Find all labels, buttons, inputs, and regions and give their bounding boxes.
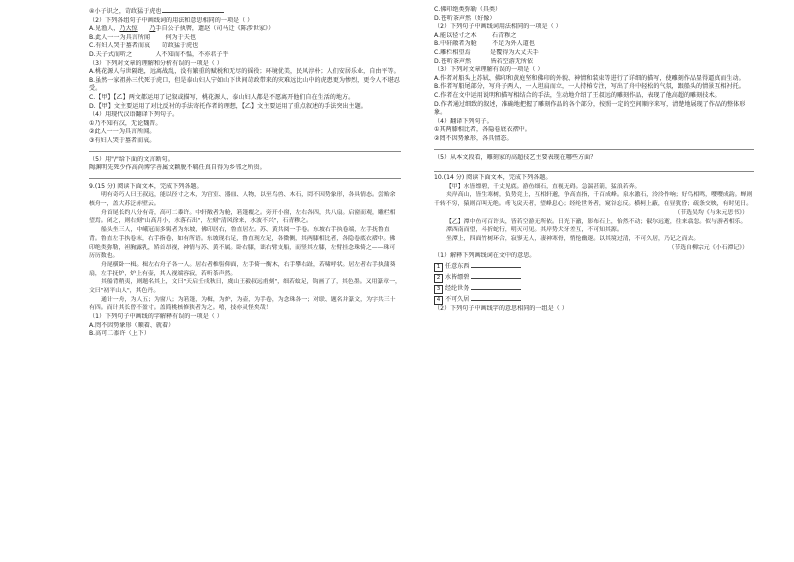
q10-intro: 10.(14 分) 阅读下面文本，完成下列各题。 <box>434 174 552 182</box>
q10-2-stem: （2）下列句子中画线字的意思相同的一组是（ ） <box>434 304 568 312</box>
q9-1-stem: （1）下列句子中画线的字解释有误的一项是（ ） <box>89 313 223 321</box>
q10-passage <box>434 183 754 253</box>
q4-stem: （4）用现代汉语翻译下列句子。 <box>89 111 179 119</box>
q4-item1: ①乃不知有汉，无论魏晋。 <box>89 119 162 127</box>
q9-5-stem: （5）从本文段看，雕刻家的高超技艺主要表现在哪些方面？ <box>434 153 597 161</box>
answer-blank[interactable] <box>471 272 521 279</box>
passage-paragraph: 【甲】水皆缥碧，千丈见底。游鱼细石，直视无碍。急湍甚箭，猛浪若奔。 <box>446 183 641 190</box>
q5-stem: （5）用"/"给下面的文言断句。 <box>89 155 174 163</box>
q2-option-d[interactable]: D.夫子式而听之 人不知而不愠，不亦君子乎 <box>89 50 229 58</box>
number-box: 2 <box>434 274 443 283</box>
right-column <box>434 6 754 314</box>
divider <box>89 151 401 152</box>
q10-1-item2: 2 水皆缥碧 <box>434 272 754 283</box>
q1-item4: ④小子识之，苛政猛于虎也 <box>89 6 401 17</box>
answer-blank[interactable] <box>471 294 521 301</box>
answer-blank[interactable] <box>471 283 521 290</box>
passage-paragraph: 船头坐三人，中峨冠而多髯者为东坡，佛印居右，鲁直居左。苏、黄共阅一手卷。东坡右手执卷端，左手抚鲁直背。鲁直左手执卷末，右手指卷，如有所语。东坡现右足，鲁直现左足，各微侧，其两膝相比者，各隐卷底衣褶中。佛印绝类弥勒，袒胸露乳，矫首昂视，神情与苏、黄不属。卧右膝，诎右臂支船，而竖其左膝，左臂挂念珠倚之——珠可历历数也。 <box>89 227 396 260</box>
q9-1-option-b[interactable]: B.高可二黍许（上下） <box>89 330 150 338</box>
q10-1-item1: 1 任意东西 <box>434 261 754 272</box>
passage-source: （节选自柳宗元《小石潭记》） <box>668 244 748 251</box>
q9-passage <box>89 191 401 313</box>
q9-1-option-d[interactable]: D.苍听茶声然（好像） <box>434 14 496 22</box>
divider <box>89 178 401 179</box>
q2-option-c[interactable]: C.有妇人哭于墓者而哀 苛政猛于虎也 <box>89 42 199 50</box>
q9-2-option-a[interactable]: A.能以径寸之木 石青糁之 <box>434 31 517 39</box>
answer-line[interactable] <box>434 164 754 172</box>
answer-blank[interactable] <box>162 6 224 13</box>
number-box: 4 <box>434 296 443 305</box>
q9-2-option-c[interactable]: C.雕栏相望焉 是覆得为大丈夫手 <box>434 48 539 56</box>
q9-3-option-b[interactable]: B.作者写船尾部分，写舟子两人，一人坦肩而立，一人持椿专注，写出了舟中轻松的气氛，跟船头的情景互相衬托。 <box>434 83 745 91</box>
number-box: 3 <box>434 285 443 294</box>
q9-4-item2: ②罔不因势象形，各具情态。 <box>434 134 513 142</box>
passage-paragraph: 夹岸高山，皆生寒树，负势竞上，互相轩邈，争高直指，千百成峰。泉水激石，泠泠作响；好鸟相鸣，嘤嘤成韵。蝉则千转不穷，猿则百叫无绝。鸢飞戾天者，望峰息心；经纶世务者，窥谷忘反。横柯上蔽，在昼犹昏；疏条交映，有时见日。 <box>434 192 753 208</box>
passage-paragraph: 坐潭上，四面竹树环合，寂寥无人，凄神寒骨，悄怆幽邃。以其境过清，不可久居，乃记之而去。 <box>446 235 700 242</box>
q4-item2: ②此人一一为具言所闻。 <box>89 128 156 136</box>
passage-paragraph: 明有奇巧人曰王叔远，能以径寸之木，为宫室、器皿、人物，以至鸟兽、木石，罔不因势象形，各具情态。尝贻余核舟一，盖大苏泛赤壁云。 <box>89 192 396 207</box>
q10-1-item4: 4 不可久居 <box>434 294 754 305</box>
q9-3-option-c[interactable]: C.作者在文中运用说明和描写相结合的手法，生动地介绍了王叔远的雕刻作品，表现了他高超的雕刻技术。 <box>434 91 721 99</box>
q2-option-a[interactable]: A.见渔人，乃大惊 乃手自公子执辔，遗赵（司马迁《陈涉世家》） <box>89 25 275 33</box>
q10-1-stem: （1）解释下列画线词在文中的意思。 <box>434 252 536 260</box>
passage-paragraph: 其船背稍夷，则题名其上，文曰"天启壬戌秋日，虞山王毅叔远甫刻"，细若蚊足，钩画了了，其色墨。又用篆章一，文曰"初平山人"，其色丹。 <box>89 279 401 295</box>
passage-paragraph: 舟尾横卧一楫。楫左右舟子各一人。居右者椎髻仰面，左手倚一衡木，右手攀右趾，若啸呼状。居左者右手执蒲葵扇，左手抚炉，炉上有壶，其人视端容寂，若听茶声然。 <box>89 261 396 277</box>
q3-option-a[interactable]: A.桃花源人与世隔绝，远离战乱，没有繁重的赋税和无尽的徭役；环境优美，民风淳朴；人们安居乐业，自由平等。 <box>89 68 400 76</box>
q4-item3: ③有妇人哭于墓者而哀。 <box>89 136 156 144</box>
q3-option-d[interactable]: D.【甲】文主要运用了对比反衬的手法寄托作者的理想，【乙】文主要运用了重点叙述的手法突出主题。 <box>89 102 367 110</box>
answer-blank[interactable] <box>471 261 521 268</box>
q9-2-option-b[interactable]: B.中轩敞者为舱 不足为外人道也 <box>434 40 535 48</box>
q3-option-c[interactable]: C.【甲】【乙】两文都运用了记叙或描写，桃花源人、泰山妇人都是不愿离开他们自在生活的地方。 <box>89 93 355 101</box>
q9-4-stem: （4）翻译下列句子。 <box>434 117 493 125</box>
q9-3-stem: （3）下列对文章理解有误的一项是（ ） <box>434 66 544 74</box>
q9-3-option-d[interactable]: D.作者通过细致的叙述，准确地把握了雕刻作品的各个部分，按照一定的空间顺序来写，清楚地展现了作品的整体形象。 <box>434 100 746 117</box>
q3-stem: （3）下列对文章的理解和分析有误的一项是（ ） <box>89 59 223 67</box>
left-column <box>89 6 401 339</box>
passage-paragraph: 通计一舟，为人五；为窗八；为箬篷，为楫，为炉，为壶，为手卷，为念珠各一；对联、题名并篆文，为字共三十有四。而计其长曾不盈寸。盖简桃核修狭者为之。嘻，技亦灵怪矣哉！ <box>89 296 396 312</box>
q9-intro: 9.(15 分) 阅读下面文本，完成下列各题。 <box>89 182 203 190</box>
q9-1-option-c[interactable]: C.佛印绝类弥勒（具类） <box>434 6 502 13</box>
number-box: 1 <box>434 263 443 272</box>
passage-source: （节选吴均《与朱元思书》） <box>674 209 748 216</box>
q3-option-b[interactable]: B.虽然一家祖孙三代死于虎口，但是泰山妇人宁如山下世间苛政带来的灾难远比山中的虎患更为惨烈，更令人不堪忍受。 <box>89 76 400 93</box>
divider <box>434 149 754 150</box>
q5-text[interactable]: 陶渊明先死少作高尚博学善属文颖脱不羁任真自得为乡邻之所贵。 <box>89 164 266 172</box>
q2-option-b[interactable]: B.此人一一为具言所闻 何为于夫也 <box>89 33 196 41</box>
q9-1-option-a[interactable]: A.罔不因势象形（顺着、就着） <box>89 321 175 329</box>
passage-paragraph: 舟首尾长约八分有奇，高可二黍许。中轩敞者为舱，箬篷覆之。旁开小窗，左右各四，共八扇。启窗而观，雕栏相望焉。闭之，则右刻"山高月小，水落石出"，左刻"清风徐来，水波不兴"，石青糁之。 <box>89 209 396 225</box>
q9-3-option-a[interactable]: A.作者对船头上苏轼、佛印和黄庭坚和佛印的外貌、神情和装束等进行了详细的描写，使雕刻作品显得逼真而生动。 <box>434 74 745 82</box>
passage-paragraph: 【乙】潭中鱼可百许头，皆若空游无所依。日光下澈，影布石上，佁然不动；俶尔远逝，往来翕忽。似与游者相乐。 <box>446 218 747 225</box>
q9-2-option-d[interactable]: D.苍听茶声然 皆若空游无所依 <box>434 57 534 65</box>
q10-1-item3: 3 经纶世务 <box>434 283 754 294</box>
q9-4-item1: ①其两膝相比者，各隐卷底衣褶中。 <box>434 126 531 134</box>
q9-2-stem: （2）下列句子中画线词用法相同的一项是（ ） <box>434 23 562 31</box>
q2-stem: （2）下列各组句子中画线词的用法和意思相同的一项是（ ） <box>89 16 254 24</box>
passage-paragraph: 潭西南而望，斗折蛇行，明灭可见。其岸势犬牙差互，不可知其源。 <box>446 227 623 234</box>
